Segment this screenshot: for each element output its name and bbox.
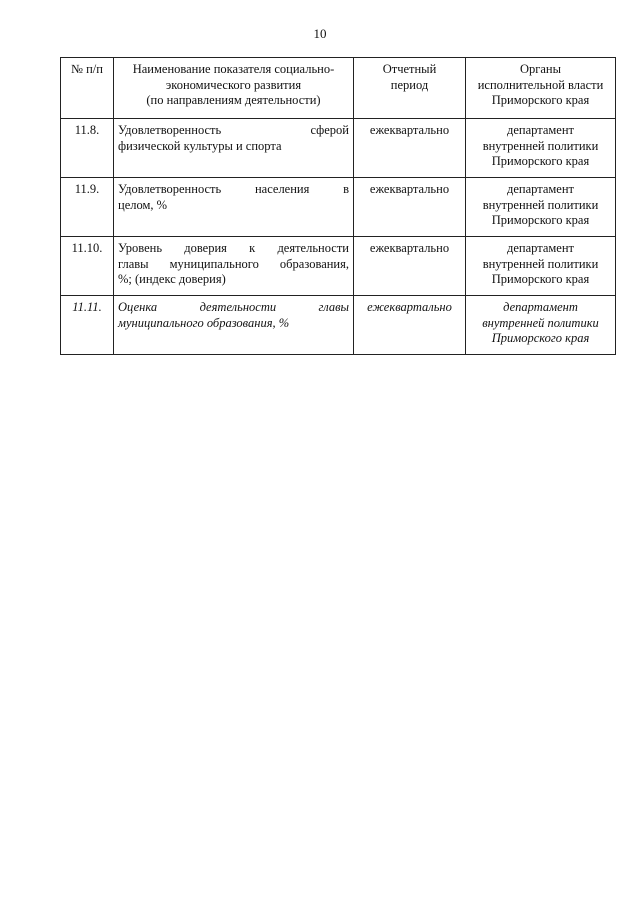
header-name	[114, 58, 354, 119]
row-org-line3: Приморского края	[491, 272, 590, 286]
row-name-line2: физической культуры и спорта	[118, 138, 282, 153]
header-name-line1: Наименование показателя социально-	[132, 62, 335, 76]
row-num: 11.9.	[61, 178, 114, 237]
page-number: 10	[313, 26, 327, 41]
row-name-line2: муниципального образования, %	[118, 315, 290, 330]
table-row	[61, 178, 616, 237]
table-row	[61, 119, 616, 178]
row-name-line1: Оценка деятельности главы	[118, 300, 349, 314]
row-period: ежеквартально	[354, 296, 466, 355]
row-name-line1: Удовлетворенность сферой	[118, 123, 349, 137]
header-org-line2: исполнительной власти	[477, 77, 604, 92]
table-row	[61, 237, 616, 296]
row-name-line2: целом, %	[118, 197, 168, 212]
row-indicator-name	[114, 296, 354, 355]
row-num: 11.10.	[61, 237, 114, 296]
header-num-label: № п/п	[71, 62, 103, 76]
row-org-line3: Приморского края	[491, 213, 590, 227]
header-period-line1: Отчетный	[382, 62, 437, 76]
row-org-line2: внутренней политики	[482, 315, 599, 330]
row-period: ежеквартально	[354, 237, 466, 296]
header-org	[466, 58, 616, 119]
row-indicator-name	[114, 237, 354, 296]
row-org-line2: внутренней политики	[482, 256, 599, 271]
row-period: ежеквартально	[354, 178, 466, 237]
row-authority	[466, 119, 616, 178]
row-name-line3: %; (индекс доверия)	[118, 272, 226, 286]
table-row	[61, 296, 616, 355]
row-period: ежеквартально	[354, 119, 466, 178]
header-period-line2: период	[390, 77, 429, 92]
header-org-line3: Приморского края	[491, 93, 590, 107]
row-indicator-name	[114, 119, 354, 178]
row-authority	[466, 296, 616, 355]
header-num	[61, 58, 114, 119]
indicators-table	[60, 57, 616, 355]
table-header-row	[61, 58, 616, 119]
row-name-line1: Уровень доверия к деятельности	[118, 241, 349, 255]
row-org-line2: внутренней политики	[482, 197, 599, 212]
row-authority	[466, 178, 616, 237]
row-org-line3: Приморского края	[491, 154, 590, 168]
row-org-line3: Приморского края	[491, 331, 590, 345]
header-name-line2: экономического развития	[165, 77, 302, 92]
row-num: 11.11.	[61, 296, 114, 355]
header-name-line3: (по направлениям деятельности)	[146, 93, 321, 107]
header-org-line1: Органы	[519, 62, 562, 76]
row-org-line1: департамент	[506, 241, 574, 255]
row-indicator-name	[114, 178, 354, 237]
row-authority	[466, 237, 616, 296]
row-org-line1: департамент	[503, 300, 578, 314]
row-org-line1: департамент	[506, 182, 574, 196]
row-name-line2: главы муниципального образования,	[118, 256, 349, 271]
row-org-line2: внутренней политики	[482, 138, 599, 153]
row-num: 11.8.	[61, 119, 114, 178]
row-org-line1: департамент	[506, 123, 574, 137]
header-period	[354, 58, 466, 119]
row-name-line1: Удовлетворенность населения в	[118, 182, 349, 196]
